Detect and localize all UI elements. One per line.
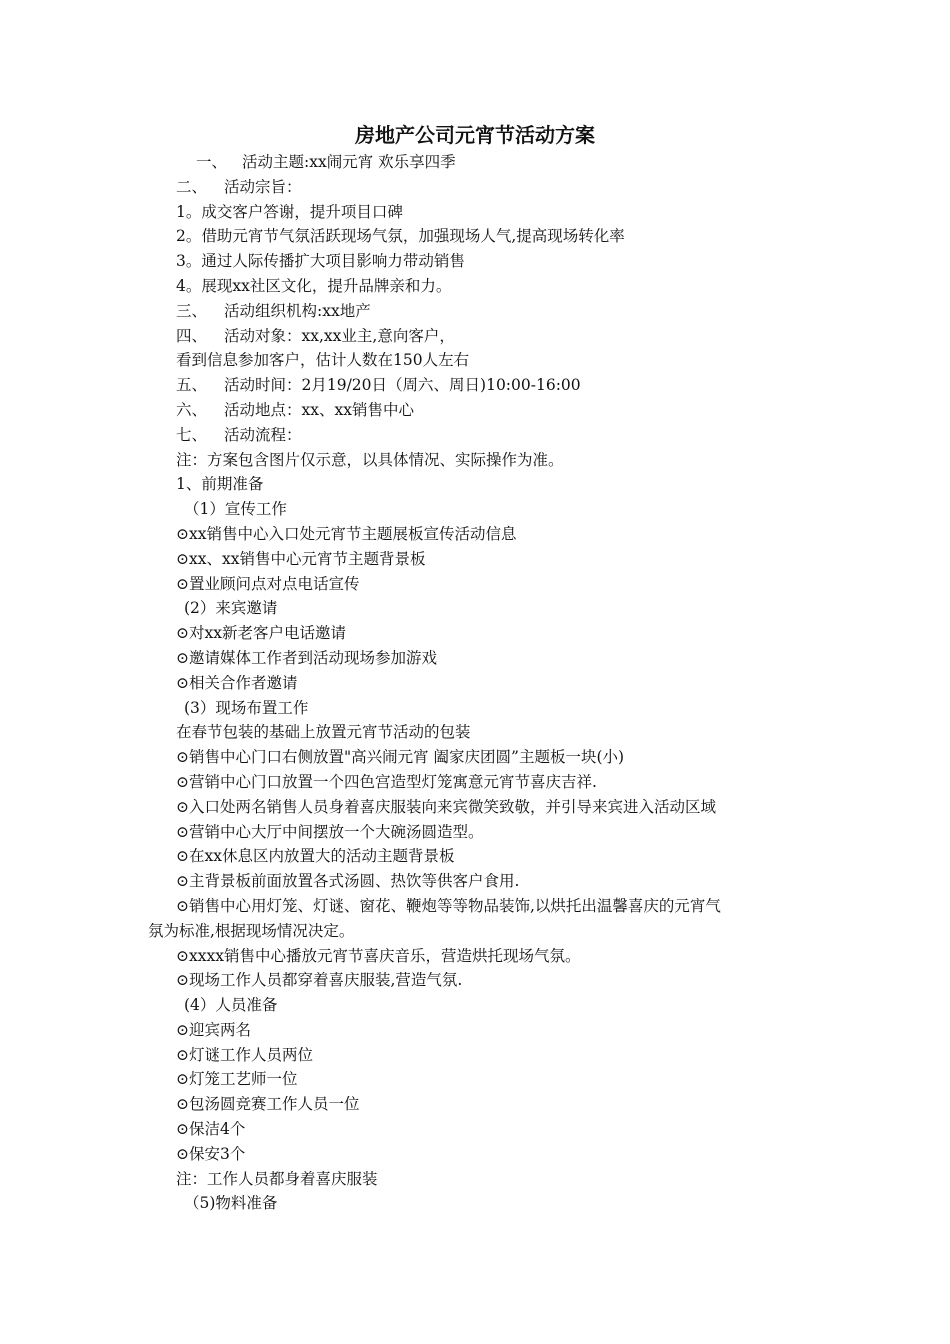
list-item: ⊙对xx新老客户电话邀请 (176, 624, 346, 643)
list-item: ⊙xx、xx销售中心元宵节主题背景板 (176, 549, 426, 568)
section-text: 活动流程： (224, 425, 302, 444)
section-heading-7 (0, 423, 950, 448)
list-item: ⊙在xx休息区内放置大的活动主题背景板 (176, 847, 455, 866)
subsection-heading: (2）来宾邀请 (184, 599, 278, 618)
section-text: 活动宗旨： (224, 177, 302, 196)
section-number: 四、 (176, 326, 208, 345)
section-text: 活动主题:xx闹元宵 欢乐享四季 (242, 153, 456, 171)
list-item: ⊙灯谜工作人员两位 (176, 1045, 313, 1064)
list-item: ⊙xxxx销售中心播放元宵节喜庆音乐，营造烘托现场气氛。 (176, 946, 581, 965)
paragraph-line: 3。通过人际传播扩大项目影响力带动销售 (176, 252, 465, 271)
section-heading-5 (0, 373, 950, 398)
section-heading-1 (0, 150, 950, 175)
subsection-heading: （5)物料准备 (184, 1194, 278, 1213)
list-item: ⊙保洁4个 (176, 1120, 246, 1139)
section-heading-4 (0, 324, 950, 349)
section-number: 六、 (176, 400, 208, 419)
list-item: ⊙保安3个 (176, 1144, 246, 1163)
paragraph-line: 在春节包装的基础上放置元宵节活动的包装 (176, 723, 471, 742)
section-text: 活动组织机构:xx地产 (224, 301, 371, 320)
section-heading-2 (0, 175, 950, 200)
document-title: 房地产公司元宵节活动方案 (355, 123, 595, 147)
section-text: 活动时间：2月19/20日（周六、周日)10:00-16:00 (224, 376, 581, 395)
section-heading-6 (0, 398, 950, 423)
section-heading-3 (0, 299, 950, 324)
list-item-continuation: 氛为标准,根据现场情况决定。 (148, 921, 355, 940)
note-line: 注：方案包含图片仅示意，以具体情况、实际操作为准。 (176, 450, 564, 469)
list-item: ⊙现场工作人员都穿着喜庆服装,营造气氛. (176, 971, 463, 990)
note-line: 注：工作人员都身着喜庆服装 (176, 1169, 378, 1188)
list-item: ⊙销售中心用灯笼、灯谜、窗花、鞭炮等等物品装饰,以烘托出温馨喜庆的元宵气 (176, 896, 721, 915)
list-item: ⊙包汤圆竞赛工作人员一位 (176, 1095, 360, 1114)
subsection-heading: (4）人员准备 (184, 996, 278, 1015)
section-text: 活动地点：xx、xx销售中心 (224, 400, 414, 419)
paragraph-line: 2。借助元宵节气氛活跃现场气氛，加强现场人气,提高现场转化率 (176, 227, 625, 246)
section-number: 七、 (176, 425, 208, 444)
section-number: 二、 (176, 177, 208, 196)
list-item: ⊙邀请媒体工作者到活动现场参加游戏 (176, 648, 437, 667)
list-item: ⊙灯笼工艺师一位 (176, 1070, 298, 1089)
list-item: ⊙置业顾问点对点电话宣传 (176, 574, 360, 593)
section-number: 一、 (196, 153, 228, 171)
list-item: ⊙主背景板前面放置各式汤圆、热饮等供客户食用. (176, 872, 520, 891)
list-item: ⊙营销中心大厅中间摆放一个大碗汤圆造型。 (176, 822, 484, 841)
paragraph-line: 4。展现xx社区文化，提升品牌亲和力。 (176, 276, 452, 295)
list-item: ⊙营销中心门口放置一个四色宫造型灯笼寓意元宵节喜庆吉祥. (176, 772, 597, 791)
subsection-heading: （1）宣传工作 (184, 500, 287, 519)
section-text: 活动对象：xx,xx业主,意向客户， (224, 326, 455, 345)
list-item: ⊙迎宾两名 (176, 1020, 251, 1039)
section-number: 三、 (176, 301, 208, 320)
section-number: 五、 (176, 376, 208, 395)
document-body (0, 150, 950, 1216)
subsection-heading: 1、前期准备 (176, 475, 264, 494)
list-item: ⊙相关合作者邀请 (176, 673, 298, 692)
paragraph-line: 1。成交客户答谢，提升项目口碑 (176, 202, 403, 221)
list-item: ⊙销售中心门口右侧放置"高兴闹元宵 阖家庆团圆”主题板一块(小) (176, 748, 625, 767)
list-item: ⊙xx销售中心入口处元宵节主题展板宣传活动信息 (176, 524, 517, 543)
list-item: ⊙入口处两名销售人员身着喜庆服装向来宾微笑致敬，并引导来宾进入活动区域 (176, 797, 716, 816)
subsection-heading: (3）现场布置工作 (184, 698, 309, 717)
paragraph-line: 看到信息参加客户，估计人数在150人左右 (176, 351, 470, 370)
